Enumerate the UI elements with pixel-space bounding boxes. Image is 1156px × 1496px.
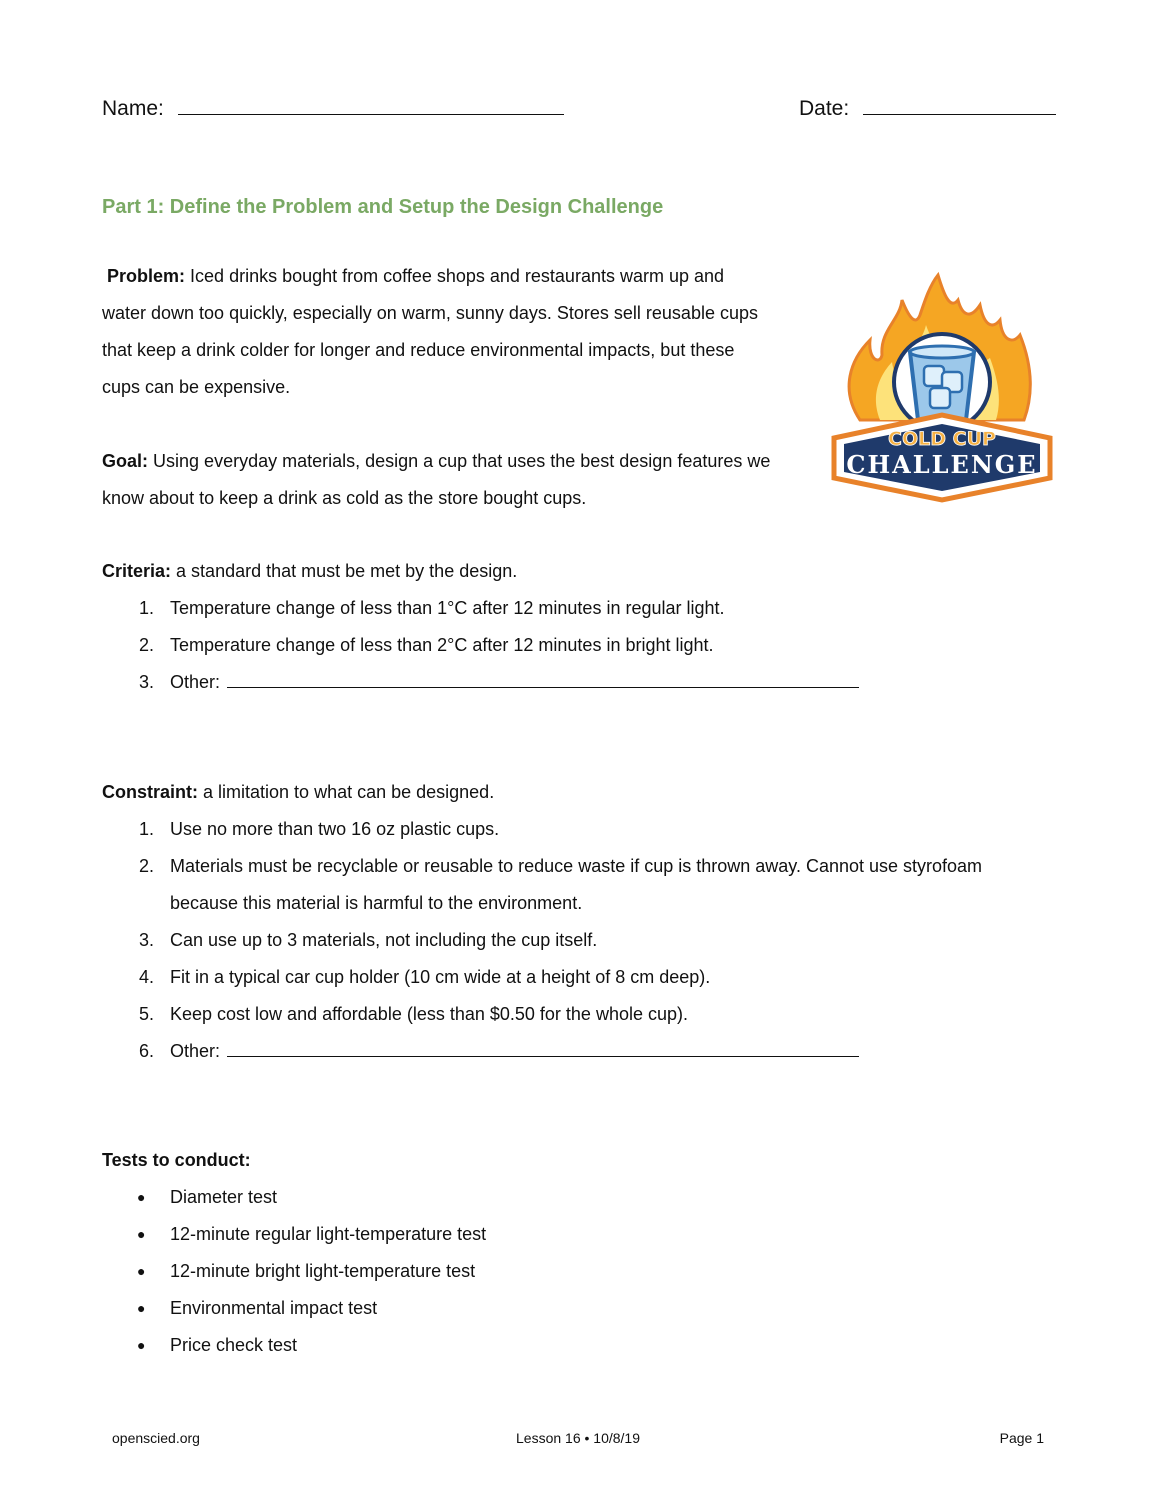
list-item bbox=[0, 627, 1156, 664]
name-label: Name: bbox=[102, 97, 164, 120]
item-text: Fit in a typical car cup holder (10 cm wide at a height of 8 cm deep). bbox=[170, 967, 711, 987]
item-text: Temperature change of less than 1°C after 12 minutes in regular light. bbox=[170, 598, 725, 618]
criteria-definition: a standard that must be met by the design. bbox=[176, 561, 518, 581]
problem-line: Iced drinks bought from coffee shops and restaurants warm up and bbox=[190, 266, 725, 286]
item-number: 2. bbox=[138, 635, 154, 655]
list-item bbox=[0, 959, 1156, 996]
item-text: Diameter test bbox=[170, 1187, 278, 1207]
problem-line: water down too quickly, especially on warm, sunny days. Stores sell reusable cups bbox=[102, 303, 758, 323]
item-number: 3. bbox=[138, 672, 154, 692]
name-field bbox=[102, 97, 564, 121]
name-blank[interactable] bbox=[178, 114, 564, 115]
cold-cup-challenge-logo bbox=[830, 270, 1054, 510]
item-text: Use no more than two 16 oz plastic cups. bbox=[170, 819, 500, 839]
goal-line: know about to keep a drink as cold as the store bought cups. bbox=[102, 488, 587, 508]
goal-label: Goal: bbox=[102, 451, 149, 471]
item-number: 1. bbox=[138, 598, 154, 618]
constraint-definition: a limitation to what can be designed. bbox=[203, 782, 495, 802]
date-field bbox=[799, 97, 1056, 121]
list-item bbox=[0, 996, 1156, 1033]
logo-text-line2: CHALLENGE bbox=[846, 450, 1038, 479]
item-text: Materials must be recyclable or reusable to reduce waste if cup is thrown away. Cannot use styrofoam bbox=[170, 856, 983, 876]
item-number: 1. bbox=[138, 819, 154, 839]
item-text: Environmental impact test bbox=[170, 1298, 378, 1318]
goal-line: Using everyday materials, design a cup that uses the best design features we bbox=[153, 451, 771, 471]
other-label: Other: bbox=[170, 1041, 221, 1061]
item-number: 4. bbox=[138, 967, 154, 987]
item-text: Price check test bbox=[170, 1335, 298, 1355]
item-number: 3. bbox=[138, 930, 154, 950]
list-item bbox=[0, 1327, 1156, 1364]
item-text: Can use up to 3 materials, not including the cup itself. bbox=[170, 930, 598, 950]
criteria-label: Criteria: bbox=[102, 561, 172, 581]
footer-lesson: Lesson 16 • 10/8/19 bbox=[516, 1430, 640, 1446]
constraint-label: Constraint: bbox=[102, 782, 198, 802]
part-title: Part 1: Define the Problem and Setup the Design Challenge bbox=[102, 196, 664, 218]
list-item bbox=[0, 848, 1156, 922]
item-text: 12-minute bright light-temperature test bbox=[170, 1261, 476, 1281]
bullet-icon: ● bbox=[137, 1300, 146, 1316]
problem-line: that keep a drink colder for longer and reduce environmental impacts, but these bbox=[102, 340, 735, 360]
criteria-heading bbox=[102, 553, 517, 590]
item-number: 5. bbox=[138, 1004, 154, 1024]
bullet-icon: ● bbox=[137, 1189, 146, 1205]
item-text: 12-minute regular light-temperature test bbox=[170, 1224, 487, 1244]
bullet-icon: ● bbox=[137, 1226, 146, 1242]
date-label: Date: bbox=[799, 97, 850, 120]
footer-site: openscied.org bbox=[112, 1430, 200, 1446]
list-item bbox=[0, 811, 1156, 848]
criteria-other-blank[interactable] bbox=[227, 687, 859, 688]
item-text: because this material is harmful to the environment. bbox=[170, 893, 583, 913]
item-text: Keep cost low and affordable (less than $0.50 for the whole cup). bbox=[170, 1004, 688, 1024]
list-item bbox=[0, 590, 1156, 627]
list-item bbox=[0, 922, 1156, 959]
problem-paragraph bbox=[102, 258, 758, 406]
logo-text-line1: COLD CUP bbox=[888, 428, 996, 450]
item-text: Temperature change of less than 2°C after 12 minutes in bright light. bbox=[170, 635, 714, 655]
tests-heading bbox=[102, 1142, 251, 1179]
footer-page: Page 1 bbox=[999, 1430, 1044, 1446]
other-field bbox=[170, 664, 859, 701]
list-item bbox=[0, 1253, 1156, 1290]
item-number: 2. bbox=[138, 856, 154, 876]
problem-line: cups can be expensive. bbox=[102, 377, 291, 397]
list-item bbox=[0, 1216, 1156, 1253]
goal-paragraph bbox=[102, 443, 770, 517]
list-item bbox=[0, 1179, 1156, 1216]
bullet-icon: ● bbox=[137, 1263, 146, 1279]
other-field bbox=[170, 1033, 859, 1070]
constraint-other-blank[interactable] bbox=[227, 1056, 859, 1057]
list-item bbox=[0, 664, 1156, 701]
other-label: Other: bbox=[170, 672, 221, 692]
date-blank[interactable] bbox=[863, 114, 1056, 115]
problem-label: Problem: bbox=[107, 266, 186, 286]
constraint-heading bbox=[102, 774, 494, 811]
list-item bbox=[0, 1033, 1156, 1070]
bullet-icon: ● bbox=[137, 1337, 146, 1353]
tests-label: Tests to conduct: bbox=[102, 1150, 251, 1170]
item-number: 6. bbox=[138, 1041, 154, 1061]
list-item bbox=[0, 1290, 1156, 1327]
